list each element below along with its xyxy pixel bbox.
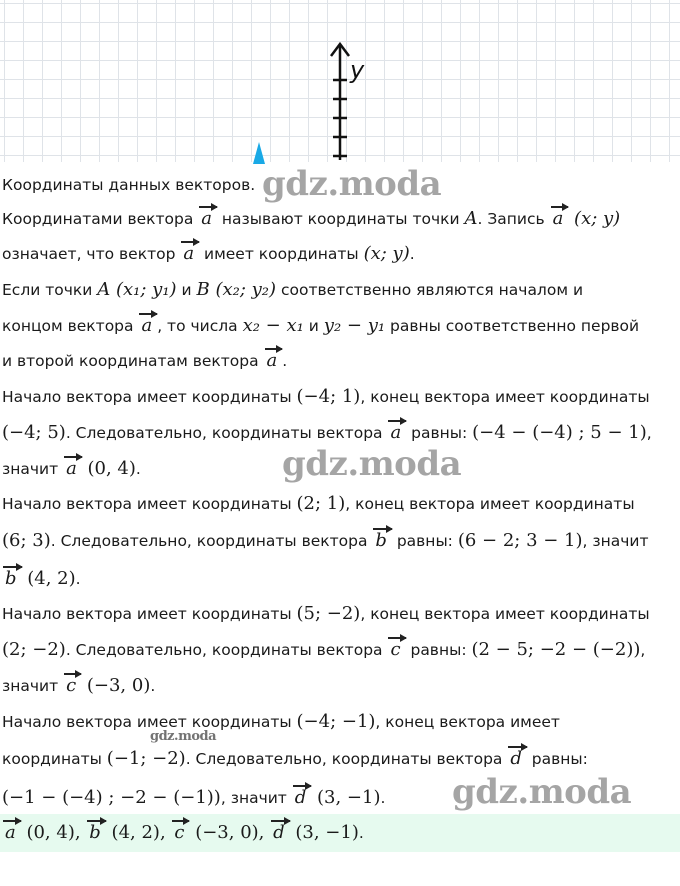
- vector-b: b: [2, 568, 20, 590]
- text-line-7: Начало вектора имеет координаты (−4; 1), конец вектора имеет координаты: [2, 386, 650, 407]
- text-line-2: Координатами вектора a называют координаты точки A. Запись a (x; y): [2, 208, 621, 229]
- watermark: gdz.moda: [262, 164, 442, 204]
- text-line-13: Начало вектора имеет координаты (5; −2), конец вектора имеет координаты: [2, 603, 650, 624]
- watermark: gdz.moda: [452, 772, 632, 812]
- text-line-11: (6; 3). Следовательно, координаты вектора b равны: (6 − 2; 3 − 1), значит: [2, 530, 649, 551]
- vector-b: b: [372, 530, 390, 552]
- y-axis-label: y: [350, 56, 365, 84]
- vector-a: a: [550, 208, 567, 230]
- vector-a: a: [180, 243, 197, 265]
- vector-a: a: [138, 315, 155, 337]
- watermark: gdz.moda: [150, 729, 217, 744]
- vector-c: c: [387, 639, 403, 661]
- text-line-16: Начало вектора имеет координаты (−4; −1), конец вектора имеет: [2, 711, 560, 732]
- text-line-14: (2; −2). Следовательно, координаты вектора c равны: (2 − 5; −2 − (−2)),: [2, 639, 646, 660]
- text-line-8: (−4; 5). Следовательно, координаты вектора a равны: (−4 − (−4) ; 5 − 1),: [2, 422, 652, 443]
- text-line-1: Координаты данных векторов.: [2, 176, 256, 194]
- text-line-10: Начало вектора имеет координаты (2; 1), конец вектора имеет координаты: [2, 493, 635, 514]
- text-line-4: Если точки A (x₁; y₁) и B (x₂; y₂) соответственно являются началом и: [2, 279, 584, 300]
- vector-a: a: [63, 458, 80, 480]
- blue-triangle-marker: [253, 142, 265, 164]
- text-line-3: означает, что вектор a имеет координаты (x; y).: [2, 243, 415, 264]
- text-line-6: и второй координатам вектора a .: [2, 350, 288, 371]
- text-line-18: (−1 − (−4) ; −2 − (−1)), значит d (3, −1).: [2, 787, 386, 808]
- text-line-15: значит c (−3, 0).: [2, 675, 156, 696]
- text-line-5: концом вектора a , то числа x₂ − x₁ и y₂ − y₁ равны соответственно первой: [2, 315, 640, 336]
- vector-b: b: [86, 822, 104, 844]
- vector-a: a: [264, 350, 281, 372]
- vector-a: a: [2, 822, 19, 844]
- answer-line: a (0, 4), b (4, 2), c (−3, 0), d (3, −1).: [2, 822, 678, 844]
- vector-c: c: [171, 822, 187, 844]
- vector-d: d: [270, 822, 288, 844]
- text-line-9: значит a (0, 4).: [2, 458, 141, 479]
- text-line-17: координаты (−1; −2). Следовательно, координаты вектора d равны:: [2, 748, 588, 769]
- vector-a: a: [387, 422, 404, 444]
- watermark: gdz.moda: [282, 444, 462, 484]
- vector-d: d: [507, 748, 525, 770]
- vector-c: c: [63, 675, 79, 697]
- vector-a: a: [198, 208, 215, 230]
- vector-d: d: [292, 787, 310, 809]
- text-line-12: b (4, 2).: [2, 568, 678, 590]
- y-axis-figure: [0, 0, 680, 165]
